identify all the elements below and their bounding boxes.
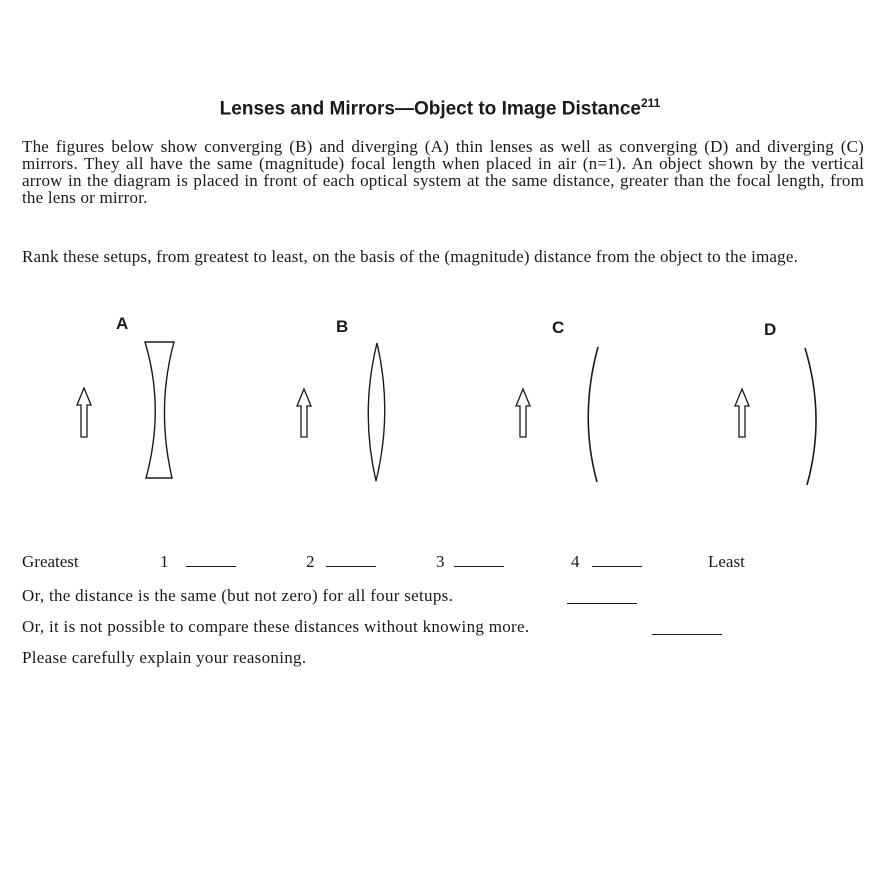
rank-1-blank[interactable]	[186, 552, 236, 567]
option-unknown-row	[22, 617, 529, 637]
rank-2-blank[interactable]	[326, 552, 376, 567]
setup-label-c: C	[552, 318, 565, 337]
converging-lens-b	[368, 343, 385, 481]
option-same-text: Or, the distance is the same (but not zero) for all four setups.	[22, 586, 454, 605]
converging-mirror-d	[805, 348, 816, 485]
object-arrow-a	[77, 388, 91, 437]
rank-4-blank[interactable]	[592, 552, 642, 567]
rank-1-label: 1	[160, 552, 169, 571]
page-title	[0, 96, 880, 120]
explain-prompt: Please carefully explain your reasoning.	[22, 648, 307, 667]
diverging-lens-a	[145, 342, 174, 478]
option-unknown-text: Or, it is not possible to compare these distances without knowing more.	[22, 617, 530, 636]
option-same-blank[interactable]	[567, 589, 637, 604]
instruction-paragraph: Rank these setups, from greatest to least, on the basis of the (magnitude) distance from the object to the image.	[22, 247, 799, 266]
page-title-text: Lenses and Mirrors—Object to Image Distance	[219, 98, 641, 120]
setup-label-d: D	[764, 320, 777, 339]
least-label: Least	[708, 552, 745, 571]
diverging-mirror-c	[588, 347, 598, 482]
setup-label-a: A	[116, 314, 129, 333]
greatest-label: Greatest	[22, 552, 79, 571]
option-same-row	[22, 586, 453, 606]
object-arrow-c	[516, 389, 530, 437]
rank-4-label: 4	[571, 552, 580, 571]
rank-2-label: 2	[306, 552, 315, 571]
option-unknown-blank[interactable]	[652, 620, 722, 635]
object-arrow-d	[735, 389, 749, 437]
rank-3-label: 3	[436, 552, 445, 571]
setups-diagram	[0, 330, 880, 500]
object-arrow-b	[297, 389, 311, 437]
title-footnote-ref: 211	[640, 96, 661, 110]
setup-label-b: B	[336, 317, 349, 336]
intro-paragraph: The figures below show converging (B) and diverging (A) thin lenses as well as converging (D) and diverging (C) mirrors. They all have the same (magnitude) focal length when placed in air (n=1). An object shown by the vertical arrow in the diagram is placed in front of each optical system at the same distance, greater than the focal length, from the lens or mirror.	[22, 137, 864, 207]
ranking-row	[0, 552, 880, 576]
rank-3-blank[interactable]	[454, 552, 504, 567]
